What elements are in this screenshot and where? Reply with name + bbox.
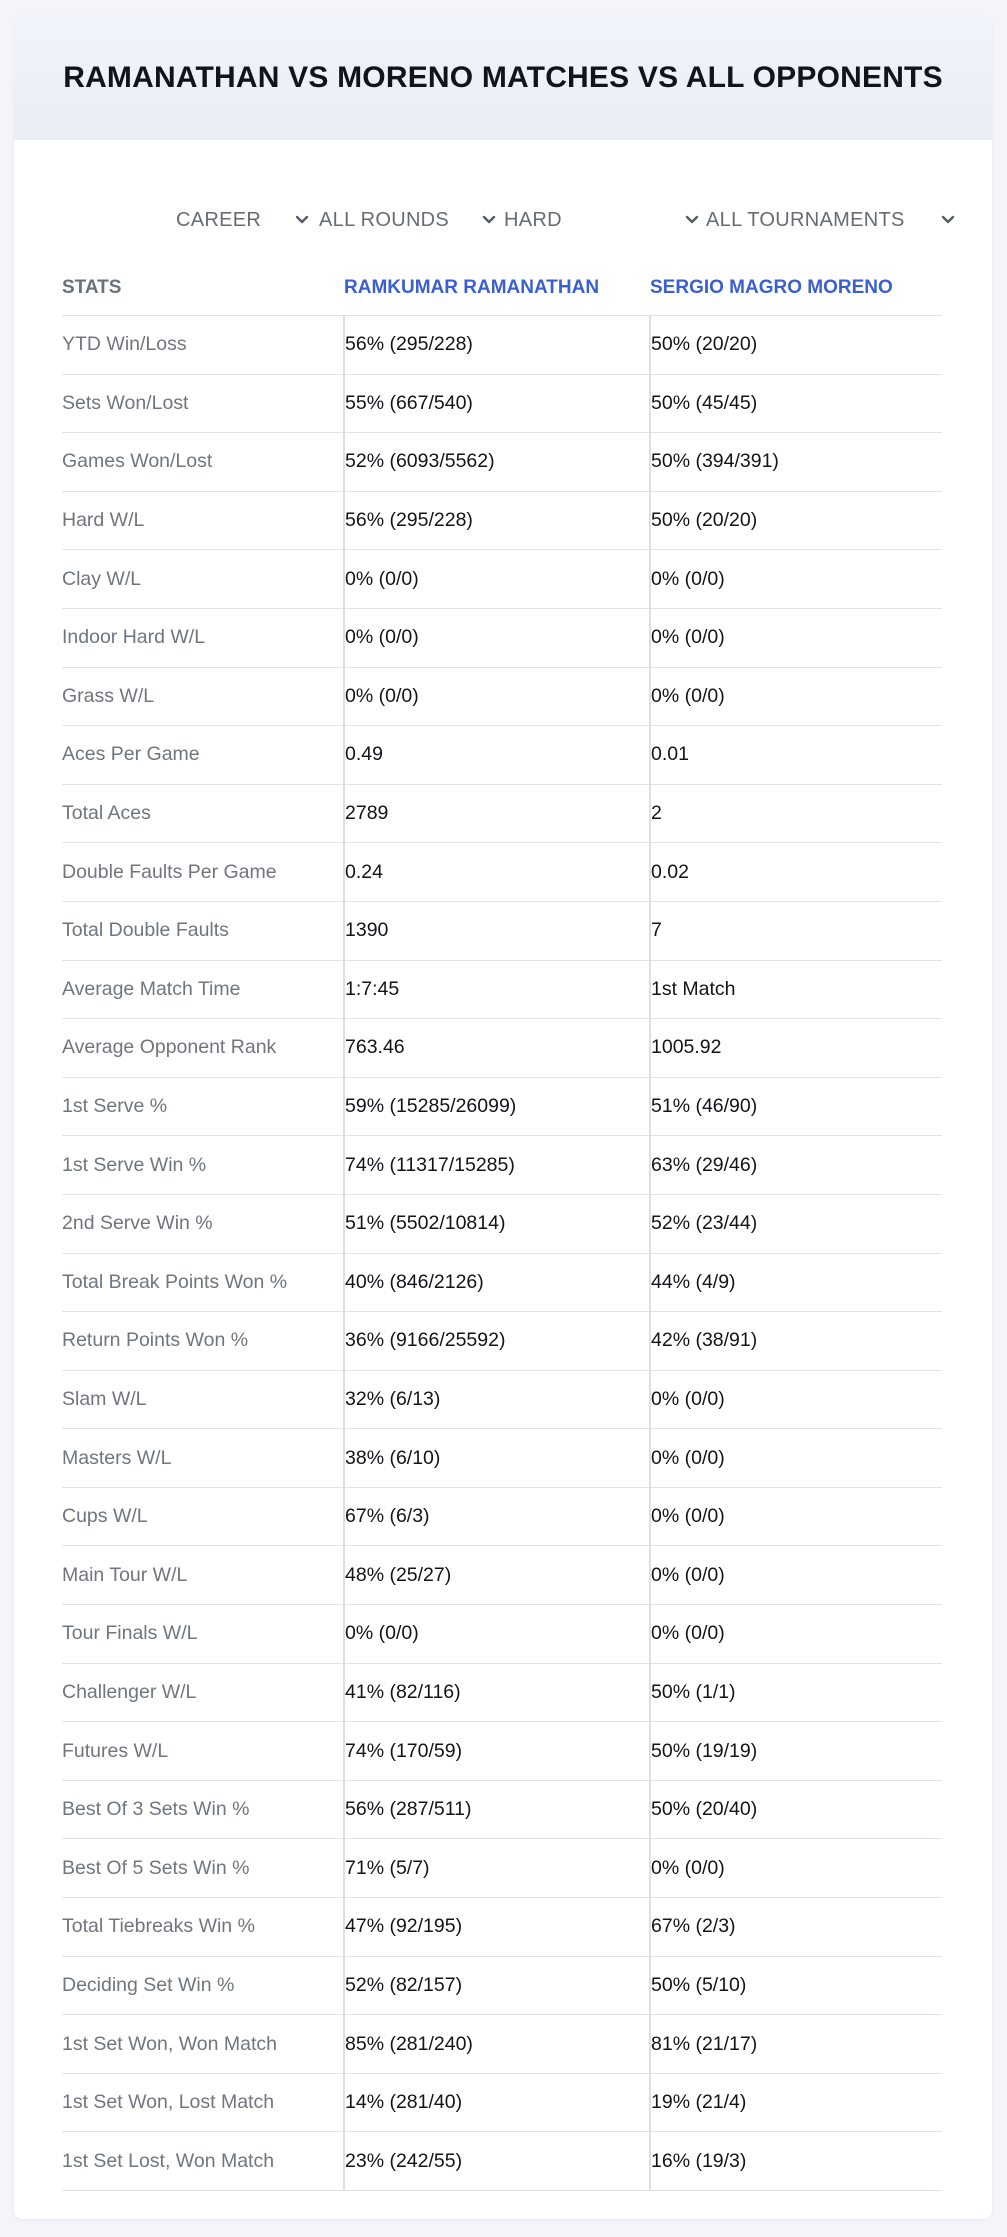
player1-value: 56% (295/228) <box>344 316 650 375</box>
stats-card <box>14 16 992 2219</box>
chevron-down-icon <box>940 212 956 228</box>
table-header-row <box>62 261 942 316</box>
rounds-filter-select[interactable] <box>319 205 497 235</box>
stat-label: Aces Per Game <box>62 726 344 785</box>
player1-value: 0% (0/0) <box>344 608 650 667</box>
table-row <box>62 843 942 902</box>
player1-value: 0.49 <box>344 726 650 785</box>
tournaments-filter-select[interactable] <box>706 205 956 235</box>
chevron-down-icon <box>684 212 700 228</box>
page-title: RAMANATHAN VS MORENO MATCHES VS ALL OPPONENTS <box>63 61 943 94</box>
table-row <box>62 1839 942 1898</box>
player2-value: 0% (0/0) <box>650 1429 942 1488</box>
player2-value: 19% (21/4) <box>650 2073 942 2132</box>
table-row <box>62 2015 942 2074</box>
player1-value: 74% (170/59) <box>344 1722 650 1781</box>
table-row <box>62 1487 942 1546</box>
table-row <box>62 1019 942 1078</box>
stat-label: Total Break Points Won % <box>62 1253 344 1312</box>
table-row <box>62 1077 942 1136</box>
player2-value: 50% (20/20) <box>650 491 942 550</box>
table-row <box>62 1956 942 2015</box>
stat-label: Hard W/L <box>62 491 344 550</box>
stat-label: Clay W/L <box>62 550 344 609</box>
stat-label: Double Faults Per Game <box>62 843 344 902</box>
player1-value: 763.46 <box>344 1019 650 1078</box>
player2-value: 0% (0/0) <box>650 550 942 609</box>
stat-label: Challenger W/L <box>62 1663 344 1722</box>
player1-value: 48% (25/27) <box>344 1546 650 1605</box>
stat-label: Masters W/L <box>62 1429 344 1488</box>
table-row <box>62 491 942 550</box>
filter-value: CAREER <box>176 208 262 231</box>
player1-value: 2789 <box>344 784 650 843</box>
player2-value: 1005.92 <box>650 1019 942 1078</box>
stat-label: Total Double Faults <box>62 901 344 960</box>
table-row <box>62 316 942 375</box>
player1-value: 56% (295/228) <box>344 491 650 550</box>
player2-value: 0% (0/0) <box>650 1546 942 1605</box>
table-row <box>62 2132 942 2191</box>
player1-value: 38% (6/10) <box>344 1429 650 1488</box>
stat-label: 1st Serve % <box>62 1077 344 1136</box>
table-row <box>62 1898 942 1957</box>
stats-table-body <box>62 316 942 2191</box>
stat-label: Futures W/L <box>62 1722 344 1781</box>
stat-label: Games Won/Lost <box>62 433 344 492</box>
stat-label: Average Opponent Rank <box>62 1019 344 1078</box>
filter-bar <box>14 191 992 251</box>
player1-value: 23% (242/55) <box>344 2132 650 2191</box>
table-row <box>62 726 942 785</box>
stat-label: Grass W/L <box>62 667 344 726</box>
stat-label: Return Points Won % <box>62 1312 344 1371</box>
player2-value: 50% (394/391) <box>650 433 942 492</box>
player1-value: 52% (82/157) <box>344 1956 650 2015</box>
player1-value: 55% (667/540) <box>344 374 650 433</box>
table-row <box>62 608 942 667</box>
stat-label: 1st Set Won, Won Match <box>62 2015 344 2074</box>
stat-label: YTD Win/Loss <box>62 316 344 375</box>
stats-column-header: STATS <box>62 261 344 316</box>
player1-value: 71% (5/7) <box>344 1839 650 1898</box>
player1-value: 0% (0/0) <box>344 550 650 609</box>
table-row <box>62 1136 942 1195</box>
player1-value: 36% (9166/25592) <box>344 1312 650 1371</box>
player2-value: 0% (0/0) <box>650 667 942 726</box>
player2-value: 81% (21/17) <box>650 2015 942 2074</box>
stat-label: Sets Won/Lost <box>62 374 344 433</box>
filter-value: HARD <box>504 208 562 231</box>
stat-label: 1st Serve Win % <box>62 1136 344 1195</box>
player2-value: 50% (20/20) <box>650 316 942 375</box>
player2-value: 63% (29/46) <box>650 1136 942 1195</box>
player2-value: 50% (19/19) <box>650 1722 942 1781</box>
player2-value: 7 <box>650 901 942 960</box>
stat-label: Total Aces <box>62 784 344 843</box>
table-row <box>62 374 942 433</box>
filter-value: ALL ROUNDS <box>319 208 450 231</box>
table-row <box>62 1780 942 1839</box>
player2-value: 1st Match <box>650 960 942 1019</box>
player2-value: 0% (0/0) <box>650 1370 942 1429</box>
player2-value: 16% (19/3) <box>650 2132 942 2191</box>
player2-value: 52% (23/44) <box>650 1194 942 1253</box>
stat-label: Deciding Set Win % <box>62 1956 344 2015</box>
player1-value: 1:7:45 <box>344 960 650 1019</box>
player2-value: 67% (2/3) <box>650 1898 942 1957</box>
card-header <box>14 16 992 140</box>
stat-label: Total Tiebreaks Win % <box>62 1898 344 1957</box>
player1-value: 0% (0/0) <box>344 1605 650 1664</box>
stat-label: 1st Set Lost, Won Match <box>62 2132 344 2191</box>
table-row <box>62 667 942 726</box>
table-row <box>62 1546 942 1605</box>
player2-value: 50% (45/45) <box>650 374 942 433</box>
table-row <box>62 1722 942 1781</box>
player1-value: 47% (92/195) <box>344 1898 650 1957</box>
player1-column-header[interactable]: RAMKUMAR RAMANATHAN <box>344 261 650 316</box>
stat-label: Cups W/L <box>62 1487 344 1546</box>
stat-label: Tour Finals W/L <box>62 1605 344 1664</box>
player2-value: 0.02 <box>650 843 942 902</box>
player1-value: 40% (846/2126) <box>344 1253 650 1312</box>
table-row <box>62 1605 942 1664</box>
player1-value: 52% (6093/5562) <box>344 433 650 492</box>
stats-table <box>62 261 942 2191</box>
player1-value: 74% (11317/15285) <box>344 1136 650 1195</box>
table-row <box>62 1194 942 1253</box>
player1-value: 32% (6/13) <box>344 1370 650 1429</box>
player1-value: 14% (281/40) <box>344 2073 650 2132</box>
player2-value: 0.01 <box>650 726 942 785</box>
table-row <box>62 1429 942 1488</box>
table-row <box>62 1253 942 1312</box>
filter-value: ALL TOURNAMENTS <box>706 208 905 231</box>
player1-value: 51% (5502/10814) <box>344 1194 650 1253</box>
player2-value: 44% (4/9) <box>650 1253 942 1312</box>
stat-label: Average Match Time <box>62 960 344 1019</box>
player1-value: 1390 <box>344 901 650 960</box>
stat-label: 2nd Serve Win % <box>62 1194 344 1253</box>
player2-value: 0% (0/0) <box>650 1605 942 1664</box>
player2-value: 0% (0/0) <box>650 1839 942 1898</box>
stat-label: Best Of 5 Sets Win % <box>62 1839 344 1898</box>
player2-value: 51% (46/90) <box>650 1077 942 1136</box>
player1-value: 0% (0/0) <box>344 667 650 726</box>
player1-value: 85% (281/240) <box>344 2015 650 2074</box>
stat-label: 1st Set Won, Lost Match <box>62 2073 344 2132</box>
stat-label: Slam W/L <box>62 1370 344 1429</box>
player2-column-header[interactable]: SERGIO MAGRO MORENO <box>650 261 942 316</box>
surface-filter-select[interactable] <box>504 205 700 235</box>
player2-value: 50% (1/1) <box>650 1663 942 1722</box>
table-row <box>62 1370 942 1429</box>
stat-label: Best Of 3 Sets Win % <box>62 1780 344 1839</box>
table-row <box>62 1663 942 1722</box>
player1-value: 56% (287/511) <box>344 1780 650 1839</box>
career-filter-select[interactable] <box>176 205 310 235</box>
chevron-down-icon <box>294 212 310 228</box>
player1-value: 59% (15285/26099) <box>344 1077 650 1136</box>
table-row <box>62 784 942 843</box>
player1-value: 0.24 <box>344 843 650 902</box>
stat-label: Indoor Hard W/L <box>62 608 344 667</box>
table-row <box>62 1312 942 1371</box>
chevron-down-icon <box>481 212 497 228</box>
player2-value: 42% (38/91) <box>650 1312 942 1371</box>
player2-value: 0% (0/0) <box>650 608 942 667</box>
table-row <box>62 550 942 609</box>
table-row <box>62 901 942 960</box>
player2-value: 50% (5/10) <box>650 1956 942 2015</box>
player2-value: 50% (20/40) <box>650 1780 942 1839</box>
player2-value: 2 <box>650 784 942 843</box>
player2-value: 0% (0/0) <box>650 1487 942 1546</box>
table-row <box>62 960 942 1019</box>
table-row <box>62 433 942 492</box>
stat-label: Main Tour W/L <box>62 1546 344 1605</box>
table-row <box>62 2073 942 2132</box>
player1-value: 67% (6/3) <box>344 1487 650 1546</box>
player1-value: 41% (82/116) <box>344 1663 650 1722</box>
